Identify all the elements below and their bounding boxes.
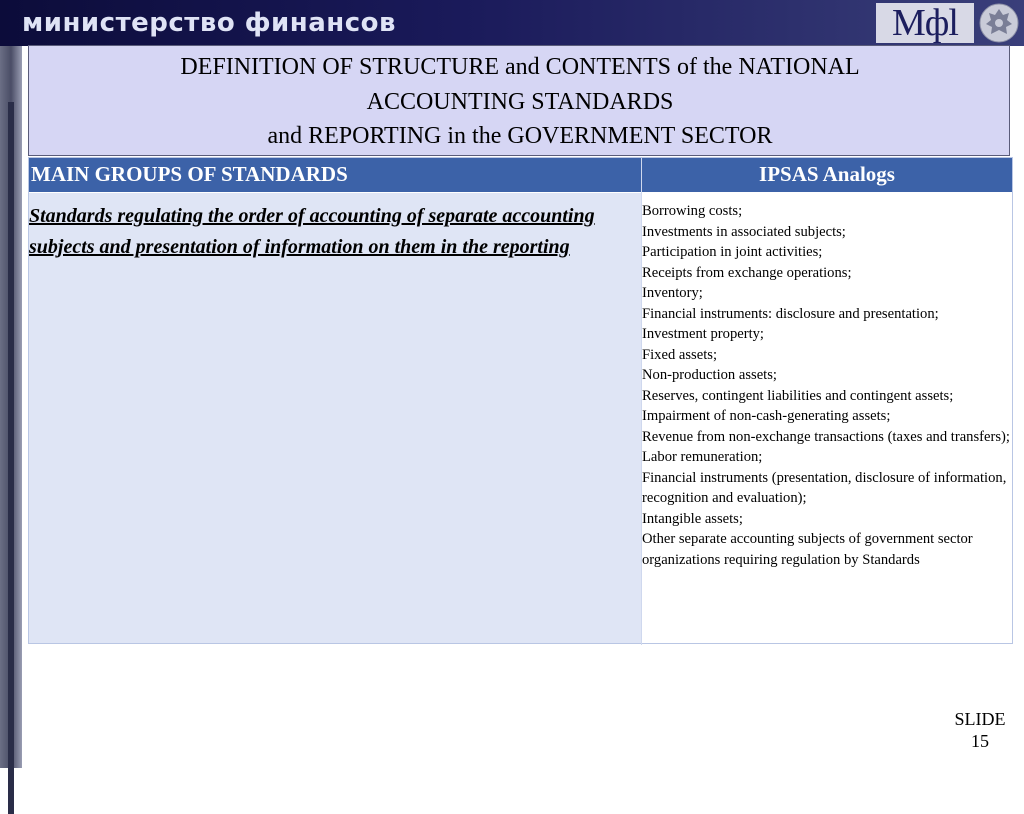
list-item: Investments in associated subjects; (642, 223, 846, 240)
ipsas-analog-list (642, 201, 1010, 570)
list-item: Investment property; (642, 326, 764, 342)
left-decor-stripe (8, 102, 14, 814)
list-item: Inventory; (642, 285, 703, 301)
list-item: Receipts from exchange operations; (642, 264, 852, 281)
list-item: Labor remuneration; (642, 449, 763, 465)
column-header-ipsas-label: IPSAS Analogs (759, 162, 895, 186)
standards-table (28, 157, 1013, 644)
list-item: Borrowing costs; (642, 203, 743, 219)
top-banner (0, 0, 1024, 46)
coat-of-arms-icon (978, 2, 1020, 44)
column-header-groups-label: MAIN GROUPS OF STANDARDS (31, 162, 348, 186)
slide-title-line-1: DEFINITION OF STRUCTURE and CONTENTS of the NATIONAL (180, 54, 860, 80)
list-item: Financial instruments: disclosure and presentation; (642, 305, 939, 322)
ministry-logo (876, 3, 974, 43)
ministry-name: министерство финансов (22, 8, 396, 38)
list-item: Fixed assets; (642, 346, 717, 363)
list-item: Revenue from non-exchange transactions (taxes and transfers); (642, 428, 1010, 445)
column-header-groups (29, 158, 641, 192)
list-item: Non-production assets; (642, 367, 777, 383)
list-item: Participation in joint activities; (642, 244, 823, 260)
slide-number (940, 708, 1020, 752)
slide-label: SLIDE (954, 709, 1006, 729)
list-item: Financial instruments (presentation, disclosure of information, recognition and evaluation); (642, 469, 1007, 506)
list-item: Reserves, contingent liabilities and contingent assets; (642, 387, 954, 404)
group-description: Standards regulating the order of accounting of separate accounting subjects and presentation of information on them in the reporting (29, 205, 595, 258)
logo-text: Мфl (892, 2, 958, 44)
analogs-cell (642, 193, 1012, 643)
slide-title-line-2: ACCOUNTING STANDARDS (366, 89, 674, 115)
list-item: Impairment of non-cash-generating assets; (642, 408, 891, 424)
left-decor-bar (0, 46, 22, 768)
slide-title-line-3: and REPORTING in the GOVERNMENT SECTOR (267, 123, 773, 149)
column-header-ipsas (642, 158, 1012, 192)
slide-title-box (28, 45, 1010, 156)
slide-number-value: 15 (971, 731, 989, 751)
list-item: Intangible assets; (642, 510, 743, 527)
group-cell (29, 193, 641, 643)
list-item: Other separate accounting subjects of government sector organizations requiring regulation by Standards (642, 531, 973, 568)
